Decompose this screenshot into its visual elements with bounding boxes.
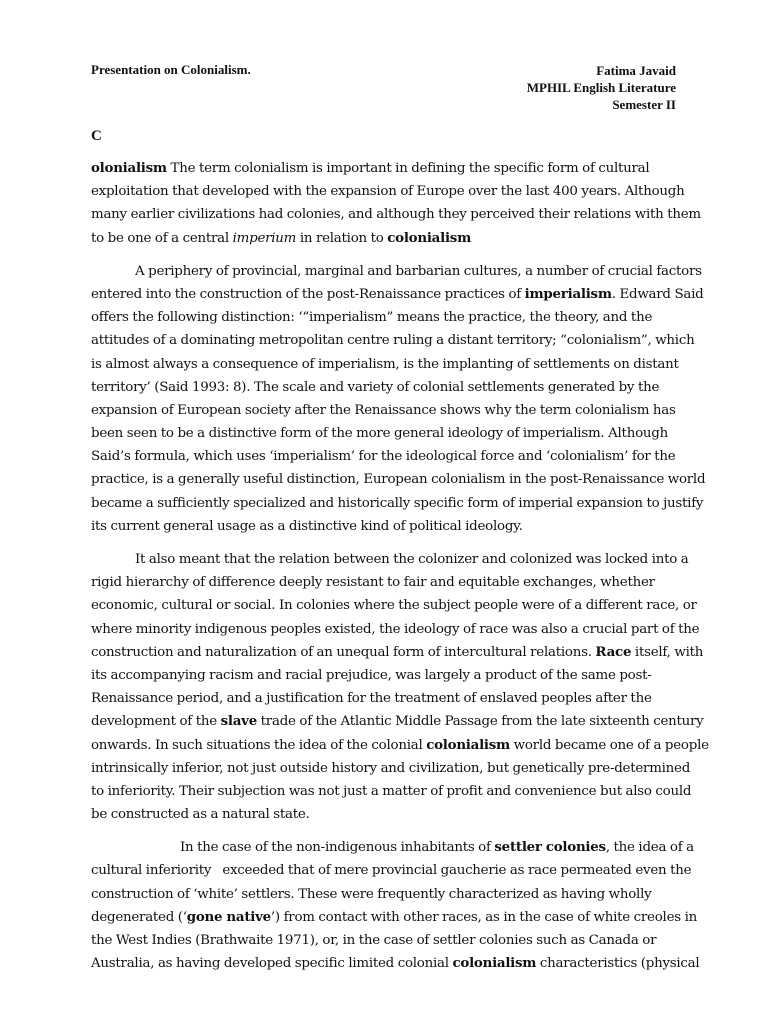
text-line: be constructed as a natural state. bbox=[91, 807, 310, 823]
text-line: Said’s formula, which uses ‘imperialism’ for the ideological force and ‘colonialism’ for the bbox=[91, 449, 676, 465]
document-title: Presentation on Colonialism. bbox=[91, 62, 251, 77]
text-line: intrinsically inferior, not just outside history and civilization, but genetically pre-determined bbox=[91, 760, 691, 776]
text-span: to be one of a central bbox=[91, 230, 233, 246]
text-span: The term colonialism is important in defining the specific form of cultural bbox=[166, 161, 650, 176]
paragraph-2 bbox=[91, 260, 717, 538]
text-line: Renaissance period, and a justification for the treatment of enslaved peoples after the bbox=[91, 691, 652, 707]
text-line bbox=[91, 641, 717, 664]
text-span: , the idea of a bbox=[605, 840, 694, 856]
text-line: A periphery of provincial, marginal and barbarian cultures, a number of crucial factors bbox=[135, 263, 702, 279]
text-line: is almost always a consequence of imperialism, is the implanting of settlements on distant bbox=[91, 356, 679, 372]
text-line: cultural inferiority exceeded that of mere provincial gaucherie as race permeated even the bbox=[91, 863, 692, 879]
author-name: Fatima Javaid bbox=[596, 63, 676, 78]
text-span: entered into the construction of the post-Renaissance practices of bbox=[91, 286, 525, 302]
text-line: the West Indies (Brathwaite 1971), or, in the case of settler colonies such as Canada or bbox=[91, 933, 657, 948]
text-line: rigid hierarchy of difference deeply resistant to fair and equitable exchanges, whether bbox=[91, 575, 655, 591]
bold-term: gone native bbox=[186, 908, 271, 925]
text-span: . Edward Said bbox=[611, 286, 704, 302]
author-program: MPHIL English Literature bbox=[526, 80, 676, 95]
text-line bbox=[91, 157, 717, 180]
text-line: offers the following distinction: ‘“imperialism” means the practice, the theory, and the bbox=[91, 310, 653, 326]
text-span: construction and naturalization of an unequal form of intercultural relations. bbox=[91, 644, 596, 660]
bold-term: Race bbox=[595, 643, 632, 660]
author-semester: Semester II bbox=[612, 97, 676, 112]
bold-term: imperialism bbox=[524, 285, 612, 302]
text-line: exploitation that developed with the expansion of Europe over the last 400 years. Although bbox=[91, 184, 685, 200]
text-line: economic, cultural or social. In colonies where the subject people were of a different race, or bbox=[91, 598, 697, 614]
text-line bbox=[91, 734, 717, 757]
italic-term: imperium bbox=[232, 230, 297, 246]
text-span: trade of the Atlantic Middle Passage from the late sixteenth century bbox=[256, 714, 704, 730]
text-span: characteristics (physical bbox=[536, 956, 700, 972]
author-block bbox=[527, 62, 676, 113]
paragraph-1 bbox=[91, 157, 717, 250]
text-line bbox=[91, 710, 717, 733]
text-line bbox=[91, 906, 717, 929]
bold-term: olonialism bbox=[91, 160, 167, 176]
text-line bbox=[91, 283, 717, 306]
text-line: been seen to be a distinctive form of the more general ideology of imperialism. Although bbox=[91, 426, 668, 442]
text-line: practice, is a generally useful distinction, European colonialism in the post-Renaissance world bbox=[91, 472, 706, 488]
text-line: its accompanying racism and racial prejudice, was largely a product of the same post- bbox=[91, 667, 652, 683]
bold-term: colonialism bbox=[452, 955, 537, 972]
paragraph-4 bbox=[91, 836, 717, 975]
text-line: became a sufficiently specialized and historically specific form of imperial expansion to justify bbox=[91, 495, 704, 511]
paragraph-3 bbox=[91, 548, 717, 826]
text-line: many earlier civilizations had colonies, and although they perceived their relations with them bbox=[91, 207, 701, 223]
drop-cap: C bbox=[91, 128, 102, 144]
document-body bbox=[91, 157, 717, 975]
text-line bbox=[91, 227, 717, 250]
text-span: world became one of a people bbox=[509, 737, 709, 753]
text-line: It also meant that the relation between the colonizer and colonized was locked into a bbox=[135, 552, 689, 567]
text-line: to inferiority. Their subjection was not just a matter of profit and convenience but also could bbox=[91, 783, 692, 799]
text-line: attitudes of a dominating metropolitan centre ruling a distant territory; “colonialism”, which bbox=[91, 333, 695, 349]
bold-term: colonialism bbox=[387, 229, 471, 246]
text-span: development of the bbox=[91, 714, 221, 730]
text-span: Australia, as having developed specific limited colonial bbox=[91, 956, 453, 972]
text-line bbox=[91, 836, 717, 859]
text-line bbox=[91, 952, 717, 975]
bold-term: settler colonies bbox=[494, 839, 606, 856]
text-span: in relation to bbox=[296, 230, 388, 246]
text-span: ’) from contact with other races, as in the case of white creoles in bbox=[270, 909, 697, 925]
text-line: where minority indigenous peoples existed, the ideology of race was also a crucial part of the bbox=[91, 621, 700, 637]
text-span: degenerated (‘ bbox=[91, 909, 187, 925]
bold-term: colonialism bbox=[426, 736, 510, 753]
text-line: expansion of European society after the Renaissance shows why the term colonialism has bbox=[91, 402, 676, 418]
text-line: its current general usage as a distinctive kind of political ideology. bbox=[91, 518, 523, 534]
text-span: In the case of the non-indigenous inhabitants of bbox=[180, 840, 495, 856]
bold-term: slave bbox=[220, 713, 257, 730]
text-span: itself, with bbox=[631, 644, 704, 660]
text-span: onwards. In such situations the idea of the colonial bbox=[91, 737, 427, 753]
text-line: territory’ (Said 1993: 8). The scale and variety of colonial settlements generated by the bbox=[91, 379, 660, 395]
text-line: construction of ‘white’ settlers. These were frequently characterized as having wholly bbox=[91, 886, 652, 902]
